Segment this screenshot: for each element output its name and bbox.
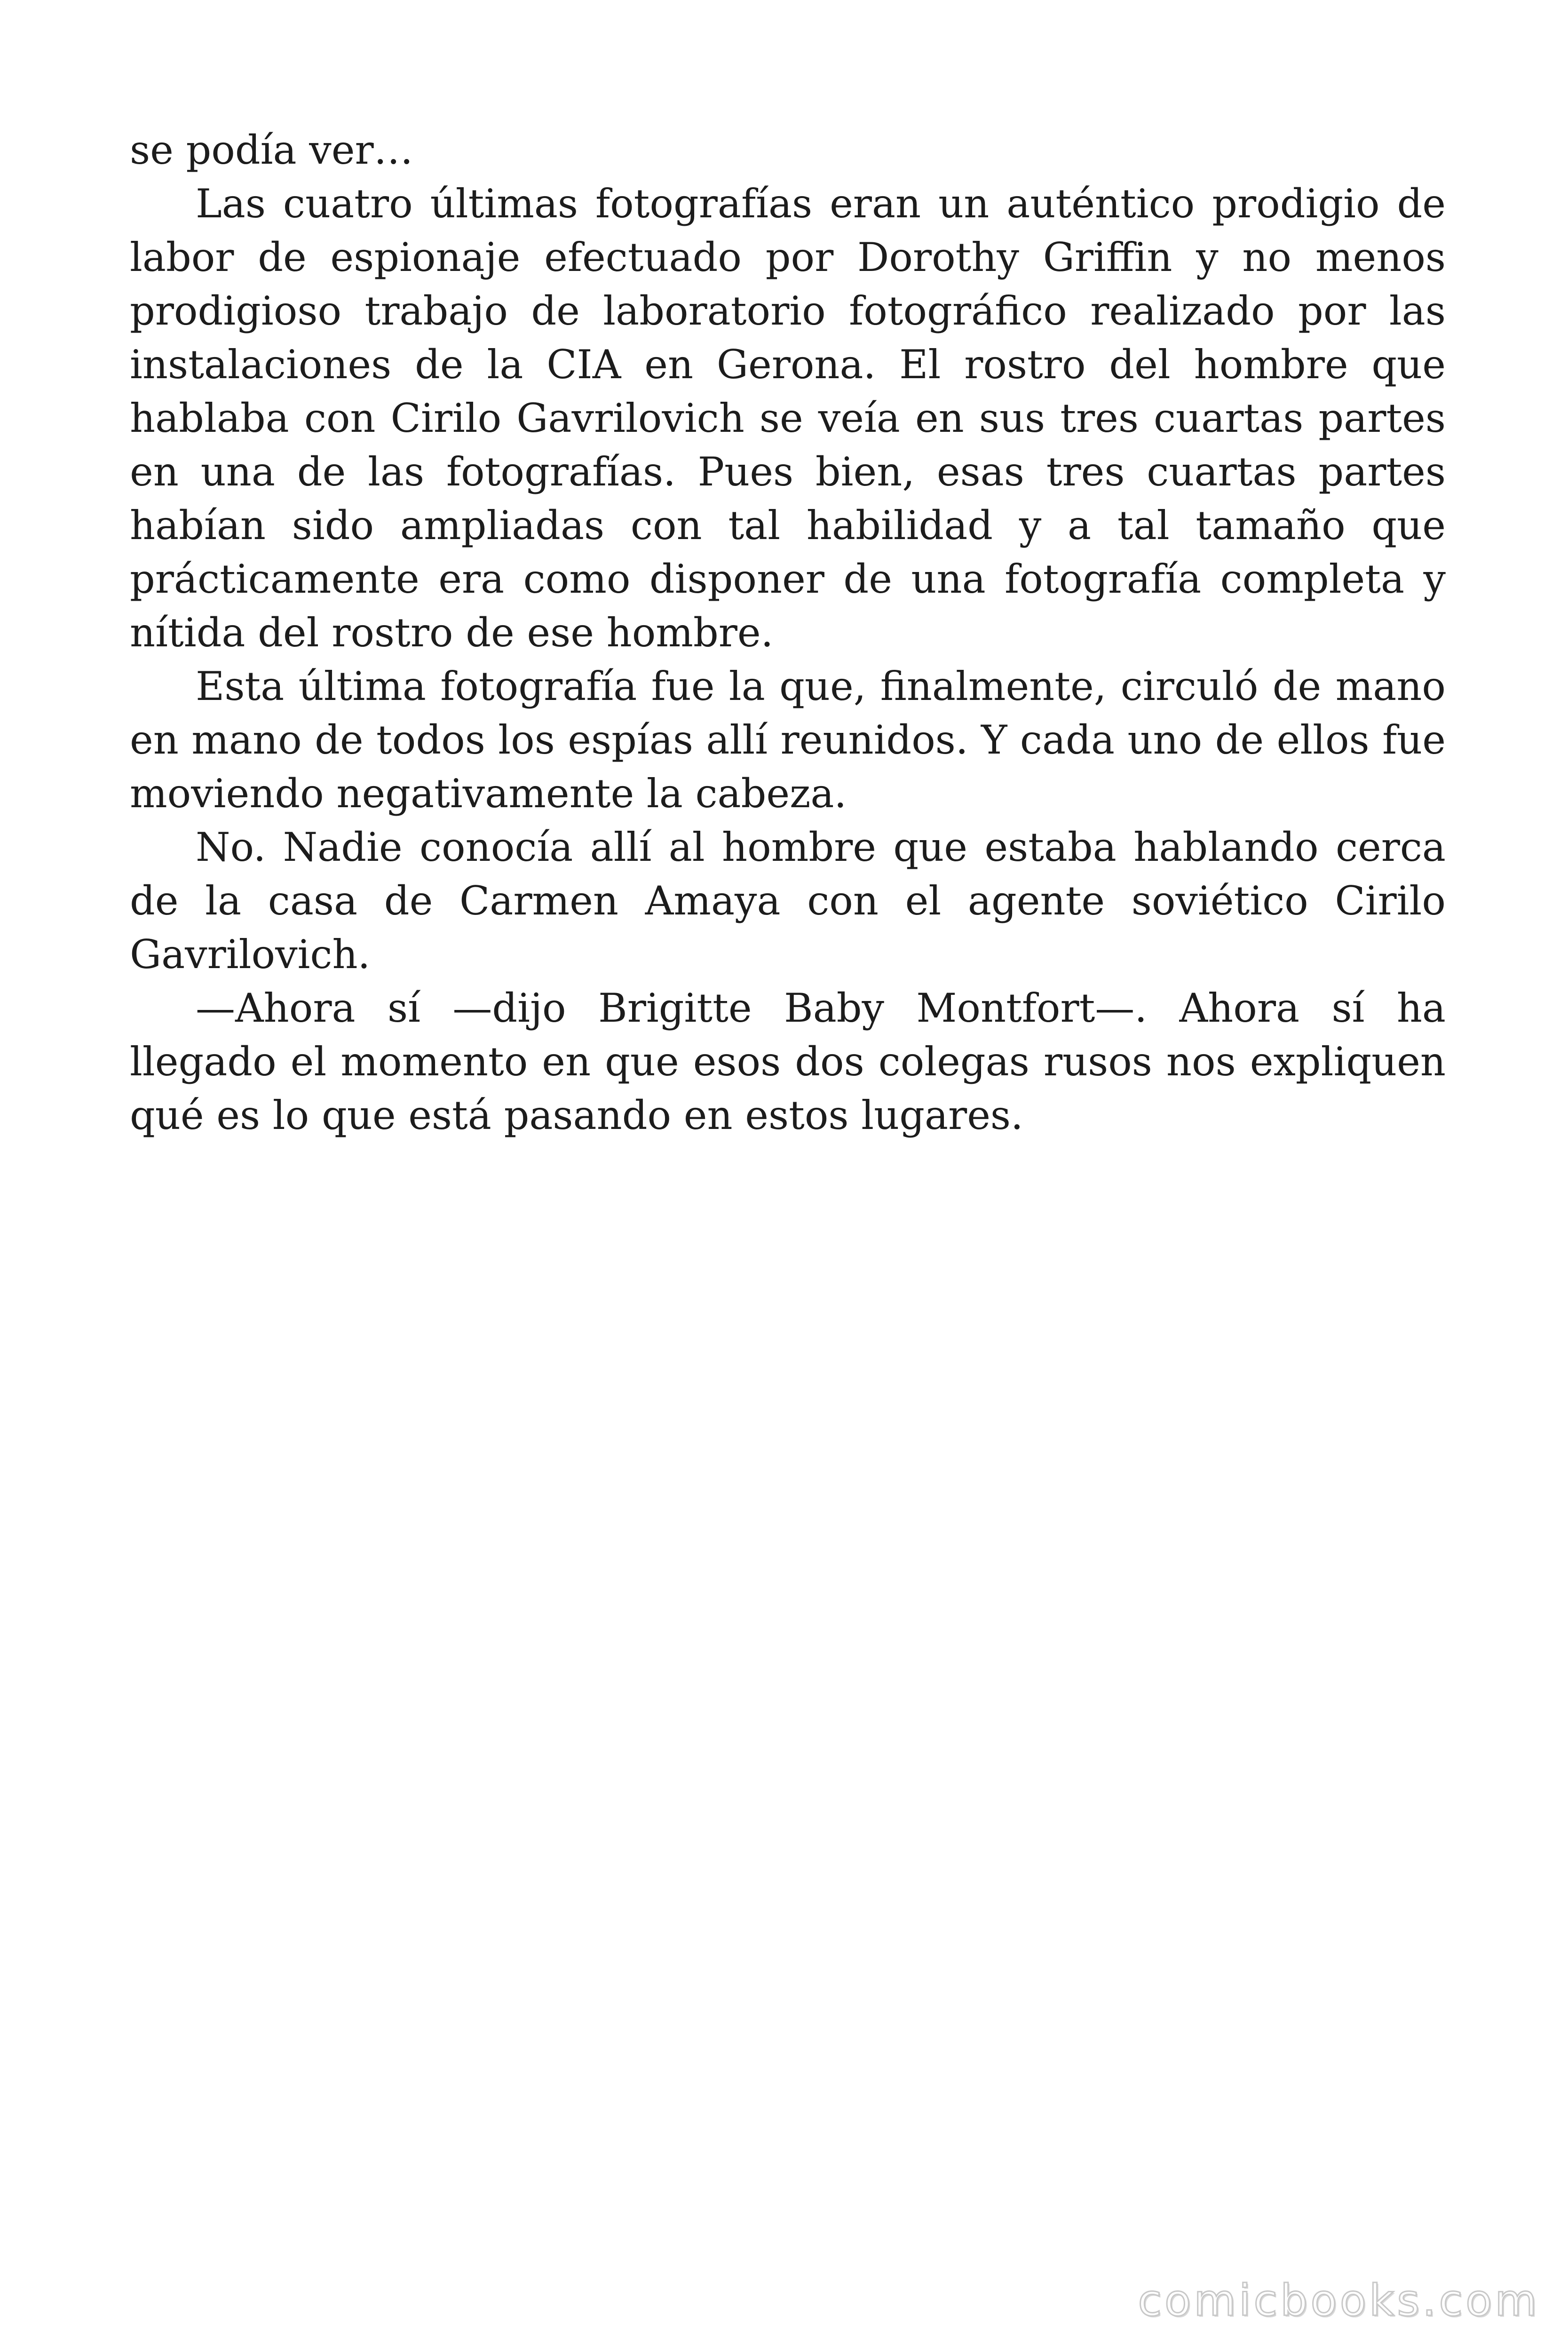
body-text: [130, 123, 1446, 1142]
paragraph-circulated-photo: Esta última fotografía fue la que, finalmente, circuló de mano en mano de todos los espías allí reunidos. Y cada uno de ellos fue moviendo negativamente la cabeza.: [130, 663, 1446, 817]
paragraph-photographs: Las cuatro últimas fotografías eran un auténtico prodigio de labor de espionaje efectuado por Dorothy Griffin y no menos prodigioso trabajo de laboratorio fotográfico realizado por las instalaciones de la CIA en Gerona. El rostro del hombre que hablaba con Cirilo Gavrilovich se veía en sus tres cuartas partes en una de las fotografías. Pues bien, esas tres cuartas partes habían sido ampliadas con tal habilidad y a tal tamaño que prácticamente era como disponer de una fotografía completa y nítida del rostro de ese hombre.: [130, 181, 1446, 656]
paragraph-continuation: se podía ver…: [130, 127, 413, 173]
watermark: comicbooks.com: [1138, 2275, 1540, 2326]
paragraph-dialogue-brigitte: —Ahora sí —dijo Brigitte Baby Montfort—. Ahora sí ha llegado el momento en que esos dos colegas rusos nos expliquen qué es lo que está pasando en estos lugares.: [130, 985, 1446, 1138]
paragraph-nobody-knew: No. Nadie conocía allí al hombre que estaba hablando cerca de la casa de Carmen Amaya con el agente soviético Cirilo Gavrilovich.: [130, 824, 1446, 977]
